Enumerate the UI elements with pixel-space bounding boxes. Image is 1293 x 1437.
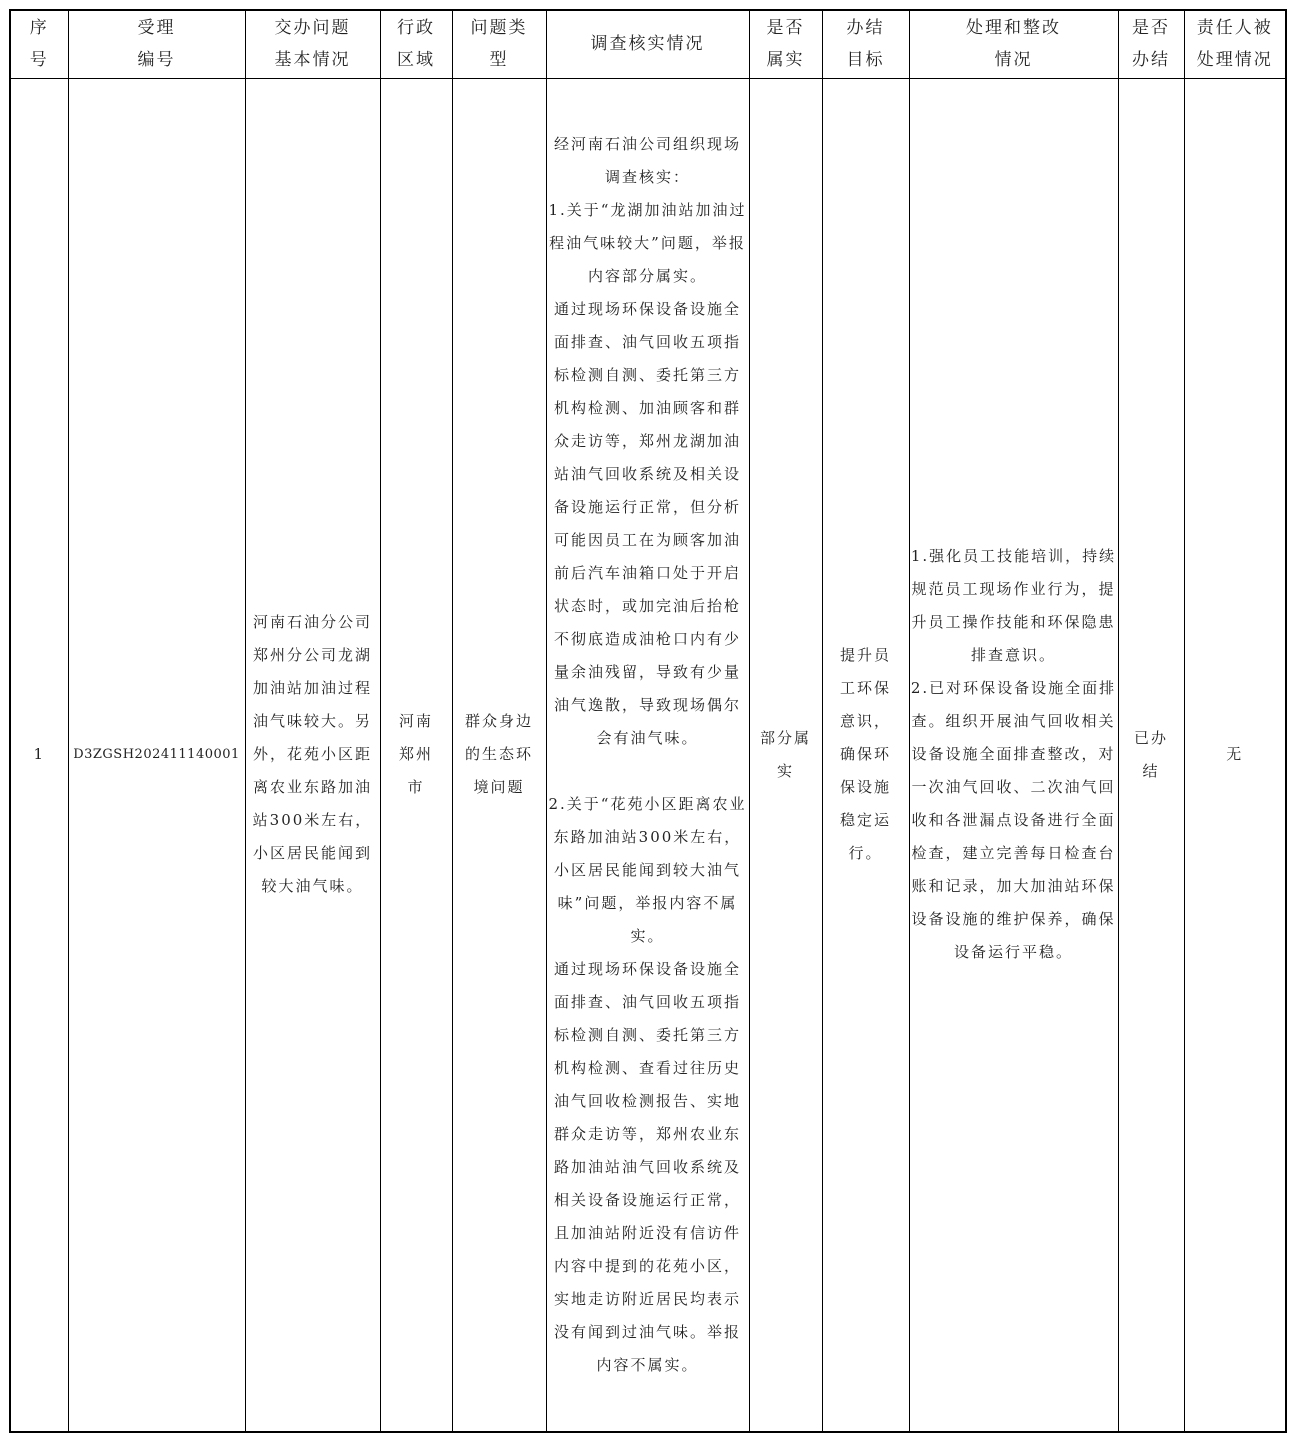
cell-is-done: 已办结 [1118, 78, 1184, 1432]
header-case-no: 受理 编号 [68, 10, 245, 78]
cell-issue: 河南石油分公司郑州分公司龙湖加油站加油过程油气味较大。另外，花苑小区距离农业东路加油站300米左右，小区居民能闻到较大油气味。 [245, 78, 380, 1432]
header-row [10, 10, 1286, 78]
header-investigation: 调查核实情况 [546, 10, 749, 78]
cell-issue-type: 群众身边的生态环境问题 [452, 78, 546, 1432]
investigation-para: 1.关于“龙湖加油站加油过程油气味较大”问题，举报内容部分属实。 [548, 200, 747, 285]
investigation-para: 通过现场环保设备设施全面排查、油气回收五项指标检测自测、委托第三方机构检测、加油顾客和群众走访等，郑州龙湖加油站油气回收系统及相关设备设施运行正常，但分析可能因员工在为顾客加油前后汽车油箱口处于开启状态时，或加完油后抬枪不彻底造成油枪口内有少量余油残留，导致有少量油气逸散，导致现场偶尔会有油气味。 [553, 299, 741, 747]
header-issue-type: 问题类 型 [452, 10, 546, 78]
header-is-done: 是否 办结 [1118, 10, 1184, 78]
header-accountability: 责任人被 处理情况 [1184, 10, 1286, 78]
header-handling: 处理和整改 情况 [909, 10, 1118, 78]
cell-handling [909, 78, 1118, 1432]
cell-region: 河南郑州市 [380, 78, 452, 1432]
cell-accountability: 无 [1184, 78, 1286, 1432]
header-goal: 办结 目标 [822, 10, 909, 78]
handling-para: 2.已对环保设备设施全面排查。组织开展油气回收相关设备设施全面排查整改，对一次油气回收、二次油气回收和各泄漏点设备进行全面检查，建立完善每日检查台账和记录，加大加油站环保设备设施的维护保养，确保设备运行平稳。 [910, 679, 1117, 962]
report-table [9, 9, 1287, 1433]
paragraph-gap [547, 755, 749, 788]
cell-case-no: D3ZGSH202411140001 [68, 78, 245, 1432]
header-is-true: 是否 属实 [749, 10, 822, 78]
table-row [10, 78, 1286, 1432]
header-region: 行政 区域 [380, 10, 452, 78]
header-seq: 序 号 [10, 10, 68, 78]
cell-goal: 提升员工环保意识，确保环保设施稳定运行。 [822, 78, 909, 1432]
cell-is-true: 部分属实 [749, 78, 822, 1432]
cell-seq: 1 [10, 78, 68, 1432]
handling-para: 1.强化员工技能培训，持续规范员工现场作业行为，提升员工操作技能和环保隐患排查意识。 [910, 547, 1117, 665]
investigation-para: 通过现场环保设备设施全面排查、油气回收五项指标检测自测、委托第三方机构检测、查看过往历史油气回收检测报告、实地群众走访等，郑州农业东路加油站油气回收系统及相关设备设施运行正常，且加油站附近没有信访件内容中提到的花苑小区，实地走访附近居民均表示没有闻到过油气味。举报内容不属实。 [553, 959, 741, 1374]
investigation-para: 2.关于“花苑小区距离农业东路加油站300米左右，小区居民能闻到较大油气味”问题，举报内容不属实。 [548, 794, 747, 945]
header-issue: 交办问题 基本情况 [245, 10, 380, 78]
cell-investigation [546, 78, 749, 1432]
investigation-para: 经河南石油公司组织现场调查核实： [553, 134, 741, 186]
